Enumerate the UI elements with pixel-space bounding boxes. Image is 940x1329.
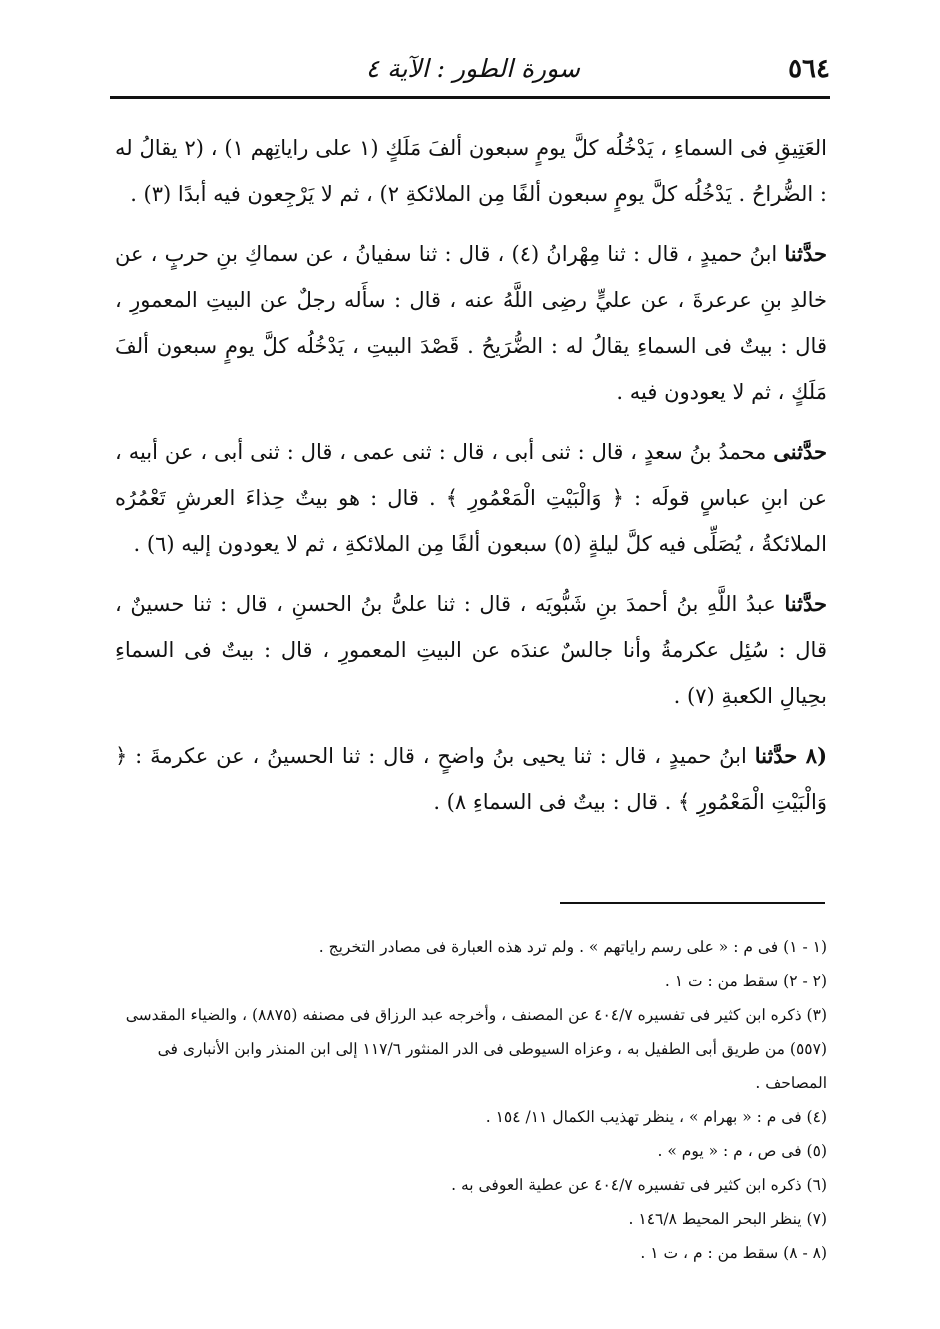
- paragraph-3: [115, 429, 827, 567]
- main-text: [115, 125, 827, 839]
- footnotes: [115, 930, 827, 1270]
- paragraph-4-lead: حدَّثنا: [784, 591, 827, 616]
- footnote-6: (٦) ذكره ابن كثير فى تفسيره ٤٠٤/٧ عن عطية العوفى به .: [451, 1176, 827, 1194]
- paragraph-5: [115, 733, 827, 825]
- paragraph-4-text: عبدُ اللَّهِ بنُ أحمدَ بنِ شَبُّويَه ، قال : ثنا علىُّ بنُ الحسنِ ، قال : ثنا حسينٌ ، قال : سُئِل عكرمةُ وأنا جالسٌ عندَه عن البيتِ المعمورِ ، قال : بيتٌ فى السماءِ بحِيالِ الكعبةِ (٧) .: [115, 592, 827, 708]
- paragraph-1: [115, 125, 827, 217]
- footnote-2: (٢ - ٢) سقط من : ت ١ .: [664, 972, 827, 990]
- footnote-1: (١ - ١) فى م : « على رسم راياتهم » . ولم ترد هذه العبارة فى مصادر التخريج .: [318, 938, 827, 956]
- running-title: سورة الطور : الآية ٤: [365, 54, 580, 83]
- paragraph-3-text: محمدُ بنُ سعدٍ ، قال : ثنى أبى ، قال : ثنى عمى ، قال : ثنى أبى ، عن أبيه ، عن ابنِ عباسٍ قولَه : ﴿ وَالْبَيْتِ الْمَعْمُورِ ﴾ . قال : هو بيتٌ حِذاءَ العرشِ تَعْمُرُه الملائكةُ ، يُصَلِّى فيه كلَّ ليلةٍ (٥) سبعون ألفًا مِن الملائكةِ ، ثم لا يعودون إليه (٦) .: [115, 440, 827, 556]
- paragraph-2-lead: حدَّثنا: [784, 241, 827, 266]
- footnote-separator: [560, 902, 825, 904]
- footnote-7: (٧) ينظر البحر المحيط ١٤٦/٨ .: [628, 1210, 827, 1228]
- paragraph-2-text: ابنُ حميدٍ ، قال : ثنا مِهْرانُ (٤) ، قال : ثنا سفيانُ ، عن سماكِ بنِ حربٍ ، عن خالدِ بنِ عرعرةَ ، عن عليٍّ رضِى اللَّهُ عنه ، قال : سأَله رجلٌ عن البيتِ المعمورِ ، قال : بيتٌ فى السماءِ يقالُ له : الضُّرَيحُ . قَصْدَ البيتِ ، يَدْخُلُه كلَّ يومٍ سبعون ألفَ مَلَكٍ ، ثم لا يعودون فيه .: [115, 242, 827, 404]
- page-header: [110, 50, 830, 99]
- paragraph-2: [115, 231, 827, 415]
- footnote-8: (٨ - ٨) سقط من : م ، ت ١ .: [640, 1244, 827, 1262]
- paragraph-1-text: العَتِيقِ فى السماءِ ، يَدْخُلُه كلَّ يومٍ سبعون ألفَ مَلَكٍ (١ على راياتِهم ١) ، (٢ يقالُ له : الضُّراحُ . يَدْخُلُه كلَّ يومٍ سبعون ألفًا مِن الملائكةِ ٢) ، ثم لا يَرْجِعون فيه أبدًا (٣) .: [115, 136, 828, 206]
- paragraph-5-lead: (٨ حدَّثنا: [754, 743, 827, 768]
- paragraph-5-text: ابنُ حميدٍ ، قال : ثنا يحيى بنُ واضحٍ ، قال : ثنا الحسينُ ، عن عكرمةَ : ﴿ وَالْبَيْتِ الْمَعْمُورِ ﴾ . قال : بيتٌ فى السماءِ ٨) .: [115, 744, 827, 814]
- paragraph-3-lead: حدَّثنى: [773, 439, 827, 464]
- footnote-5: (٥) فى ص ، م : « يوم » .: [657, 1142, 827, 1160]
- paragraph-4: [115, 581, 827, 719]
- footnote-4: (٤) فى م : « بهرام » ، ينظر تهذيب الكمال ١١/ ١٥٤ .: [485, 1108, 827, 1126]
- footnote-3: (٣) ذكره ابن كثير فى تفسيره ٤٠٤/٧ عن المصنف ، وأخرجه عبد الرزاق فى مصنفه (٨٨٧٥) ، والضياء المقدسى (٥٥٧) من طريق أبى الطفيل به ، وعزاه السيوطى فى الدر المنثور ١١٧/٦ إلى ابن المنذر وابن الأنبارى فى المصاحف .: [125, 1006, 827, 1092]
- page-number: ٥٦٤: [788, 54, 830, 84]
